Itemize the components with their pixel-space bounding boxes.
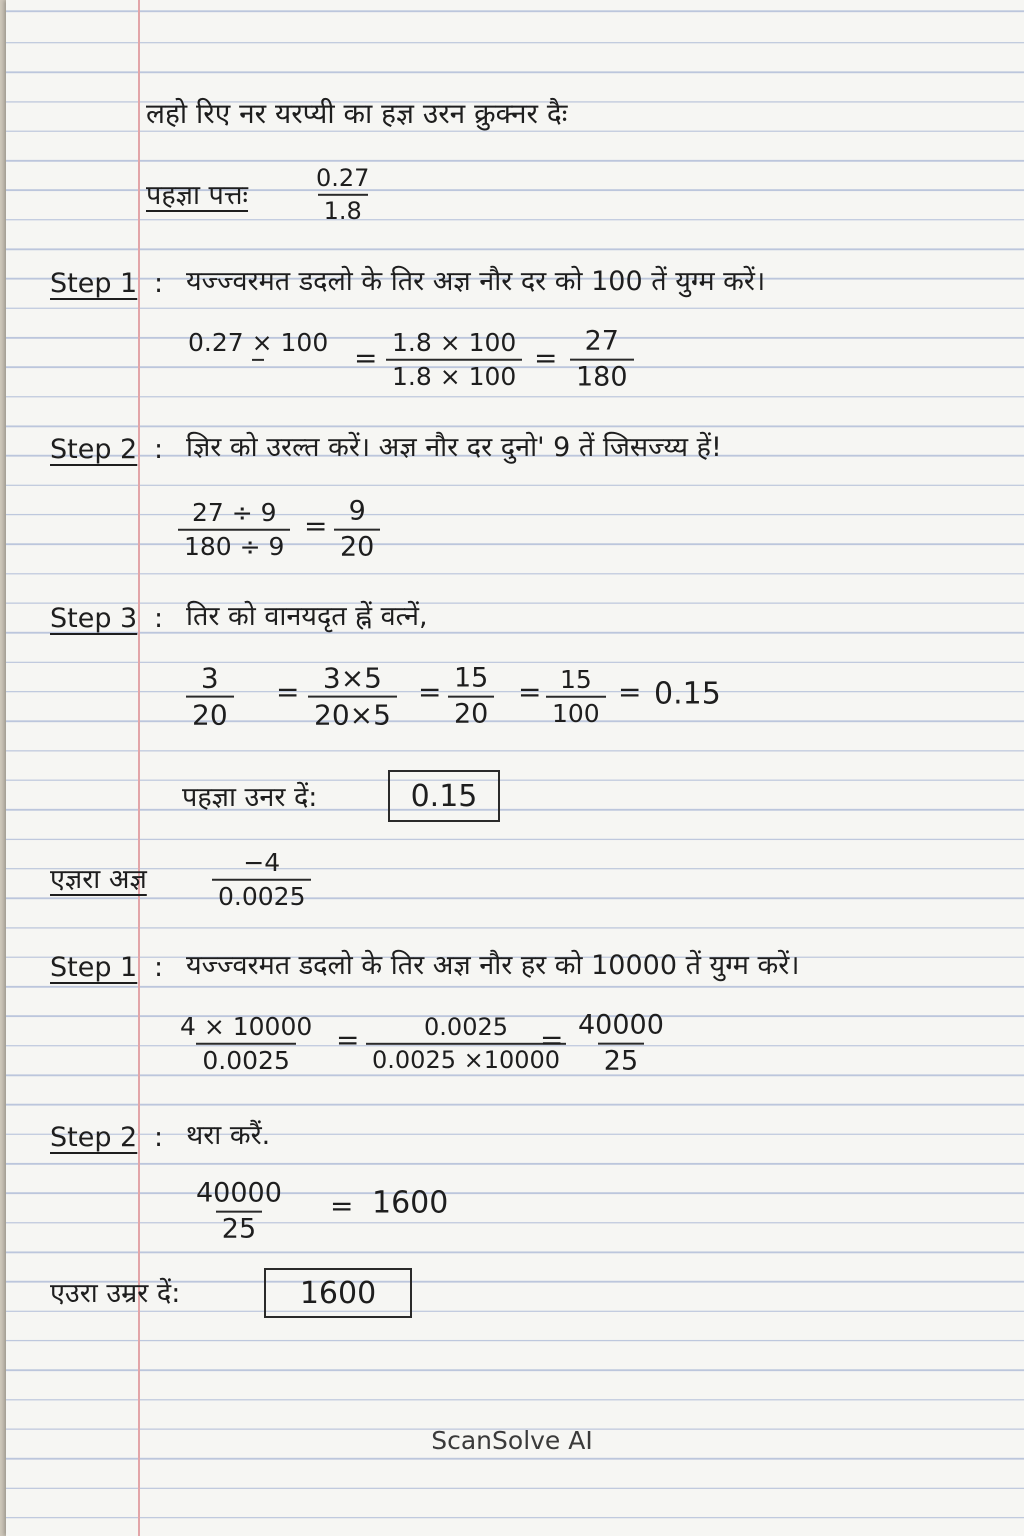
p1-step1-fraction-1 xyxy=(182,327,334,390)
p1-answer-box: 0.15 xyxy=(388,770,500,822)
numerator: 3×5 xyxy=(322,661,382,695)
colon: : xyxy=(154,268,164,299)
numerator: 0.0025 xyxy=(424,1012,509,1041)
p1-answer-label: पहज्ञा उनर दें: xyxy=(182,782,318,813)
p1-step1-fraction-2 xyxy=(386,327,522,391)
p1-step3-fraction-2 xyxy=(308,661,397,732)
denominator: 0.0025 xyxy=(196,1043,295,1074)
numerator: 1.8 × 100 xyxy=(392,327,517,357)
notebook-page xyxy=(6,0,1024,1536)
p1-step1-fraction-3 xyxy=(570,325,634,393)
denominator: 0.0025 ×10000 xyxy=(366,1043,566,1073)
p1-step3-fraction-1 xyxy=(186,661,234,732)
numerator: 27 xyxy=(584,325,619,357)
denominator: 1.8 × 100 xyxy=(386,359,522,390)
p2-step1-fraction-2 xyxy=(366,1012,566,1074)
p1-step2-fraction-1 xyxy=(178,497,290,561)
numerator: 15 xyxy=(559,664,592,694)
numerator: 4 × 10000 xyxy=(180,1011,313,1041)
numerator: 3 xyxy=(200,661,219,695)
denominator: 100 xyxy=(546,696,606,727)
colon: : xyxy=(154,603,164,634)
denominator: 0.0025 xyxy=(212,879,311,910)
equals-sign: = xyxy=(618,675,642,709)
equals-sign: = xyxy=(330,1189,354,1223)
p2-step1-label: Step 1 xyxy=(50,952,138,983)
equals-sign: = xyxy=(304,509,328,543)
denominator: 180 ÷ 9 xyxy=(178,529,290,560)
colon: : xyxy=(154,1122,164,1153)
equals-sign: = xyxy=(276,675,300,709)
p2-step2-label: Step 2 xyxy=(50,1122,138,1153)
numerator: 0.27 xyxy=(316,163,370,192)
p1-step3-result: 0.15 xyxy=(654,676,721,712)
p1-step3-text: तिर को वानयदृत ह्नें वत्नें, xyxy=(186,601,428,632)
numerator: 40000 xyxy=(578,1009,664,1041)
numerator: 27 ÷ 9 xyxy=(191,497,277,527)
problem2-fraction xyxy=(212,847,311,911)
p1-step3-fraction-3 xyxy=(448,662,494,730)
p2-step1-fraction-3 xyxy=(572,1009,670,1077)
p1-step2-fraction-2 xyxy=(334,495,380,563)
denominator: 1.8 xyxy=(318,194,368,224)
equals-sign: = xyxy=(336,1023,360,1057)
p2-step2-text: थरा करैं. xyxy=(186,1120,271,1151)
p1-step3-fraction-4 xyxy=(546,664,606,728)
watermark: ScanSolve AI xyxy=(431,1426,593,1455)
p1-step2-label: Step 2 xyxy=(50,434,138,465)
denominator: 20 xyxy=(334,529,380,562)
denominator: 25 xyxy=(598,1043,644,1076)
p1-step2-text: ज्ञिर को उरल्त करें। अज्ञ नौर दर दुनो' 9 तें जिसज्य्य हें! xyxy=(186,432,722,463)
problem1-label: पहज्ञा पत्तः xyxy=(146,180,249,211)
denominator: 20 xyxy=(186,696,234,730)
denominator: 20 xyxy=(448,696,494,729)
problem1-fraction xyxy=(310,163,375,225)
denominator: 25 xyxy=(216,1211,262,1244)
p2-step2-fraction xyxy=(190,1177,288,1245)
numerator: 40000 xyxy=(196,1177,282,1209)
colon: : xyxy=(154,952,164,983)
denominator: 20×5 xyxy=(308,696,397,730)
problem2-label: एज्ञरा अज्ञ xyxy=(50,864,147,895)
equals-sign: = xyxy=(354,341,378,375)
p2-answer-label: एउरा उम्रर दें: xyxy=(50,1278,181,1309)
p1-step1-text: यज्ज्वरमत डदलो के तिर अज्ञ नौर दर को 100 तें युग्म करें। xyxy=(186,266,766,297)
denominator: 180 xyxy=(570,359,634,392)
p1-step1-label: Step 1 xyxy=(50,268,138,299)
intro-text: लहो रिए नर यरप्यी का हज्ञ उरन क्रुक्नर दैः xyxy=(146,97,568,130)
p1-step3-label: Step 3 xyxy=(50,603,138,634)
numerator: −4 xyxy=(243,847,281,877)
p2-step1-text: यज्ज्वरमत डदलो के तिर अज्ञ नौर हर को 10000 तें युग्म करें। xyxy=(186,950,800,981)
p2-answer-box: 1600 xyxy=(264,1268,412,1318)
colon: : xyxy=(154,434,164,465)
numerator: 0.27 × 100 xyxy=(188,327,329,357)
p2-step2-result: 1600 xyxy=(372,1185,449,1221)
equals-sign: = xyxy=(540,1023,564,1057)
numerator: 9 xyxy=(348,495,366,527)
numerator: 15 xyxy=(454,662,489,694)
equals-sign: = xyxy=(418,675,442,709)
p2-step1-fraction-1 xyxy=(174,1011,318,1075)
equals-sign: = xyxy=(534,341,558,375)
denominator xyxy=(252,359,264,390)
equals-sign: = xyxy=(518,675,542,709)
